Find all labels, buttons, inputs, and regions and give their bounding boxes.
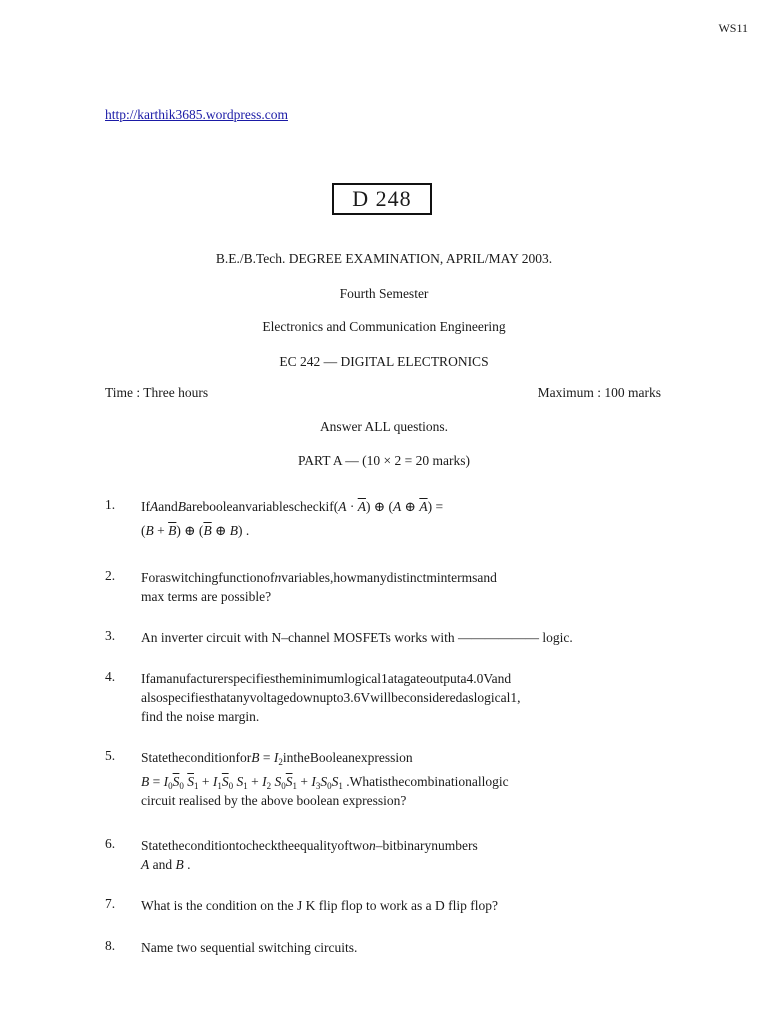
question-7 [105,896,661,915]
question-number: 1. [105,497,116,512]
question-4 [105,669,661,726]
question-text: IfAandBarebooleanvariablescheckif(A · $\overline{A}$) ⊕ (A ⊕ $\overline{A}$) = $(B + \overline{B})$ ⊕ ($\overline{B}$ ⊕ B) . [141,499,444,538]
question-number: 4. [105,669,116,684]
question-text: Foraswitchingfunctionofnvariables,howmanydistinctmintermsand max terms are possible? [141,570,497,604]
time-allowed: Time : Three hours [105,385,209,400]
question-text: StatetheconditionforB = $I_2intheBooleanexpression$ $B = I_0\overline{S}_0$ $\overline{S}_1 + I_1\overline{S}_0$ $S_1 + I_2$ $S_0\overline{S}_1 + I_3S_0S_1$ .Whatisthecombinationallogic circuit realised by the above boolean expression? [141,750,509,808]
question-6 [105,836,661,874]
question-3 [105,628,661,647]
question-number: 3. [105,628,116,643]
question-number: 7. [105,896,116,911]
paper-code: D 248 [352,186,412,211]
maximum-marks: Maximum : 100 marks [537,385,661,400]
page-code: WS11 [718,21,748,35]
question-number: 8. [105,938,116,953]
department: Electronics and Communication Engineering [262,319,506,334]
course-title: EC 242 — DIGITAL ELECTRONICS [279,354,489,369]
semester: Fourth Semester [339,286,429,301]
question-8 [105,938,661,957]
part-heading: PART A — (10 × 2 = 20 marks) [298,453,470,468]
question-5 [105,748,661,810]
paper-code-box [332,183,432,215]
question-text: Statetheconditiontochecktheequalityoftwon–bitbinarynumbers A and B . [141,838,478,872]
question-text: An inverter circuit with N–channel MOSFETs works with —————— logic. [141,630,573,645]
source-link[interactable]: http://karthik3685.wordpress.com [105,107,288,122]
question-text: Name two sequential switching circuits. [141,940,358,955]
question-number: 5. [105,748,116,763]
question-text: Ifamanufacturerspecifiestheminimumlogical1atagateoutputa4.0Vand alsospecifiesthatanyvoltagedownupto3.6Vwillbeconsideredaslogical1, find the noise margin. [141,671,521,724]
question-number: 6. [105,836,116,851]
question-text: What is the condition on the J K flip flop to work as a D flip flop? [141,898,498,913]
degree-line: B.E./B.Tech. DEGREE EXAMINATION, APRIL/MAY 2003. [215,251,553,266]
question-2 [105,568,661,606]
question-number: 2. [105,568,116,583]
question-1 [105,497,661,540]
instruction: Answer ALL questions. [319,419,449,434]
